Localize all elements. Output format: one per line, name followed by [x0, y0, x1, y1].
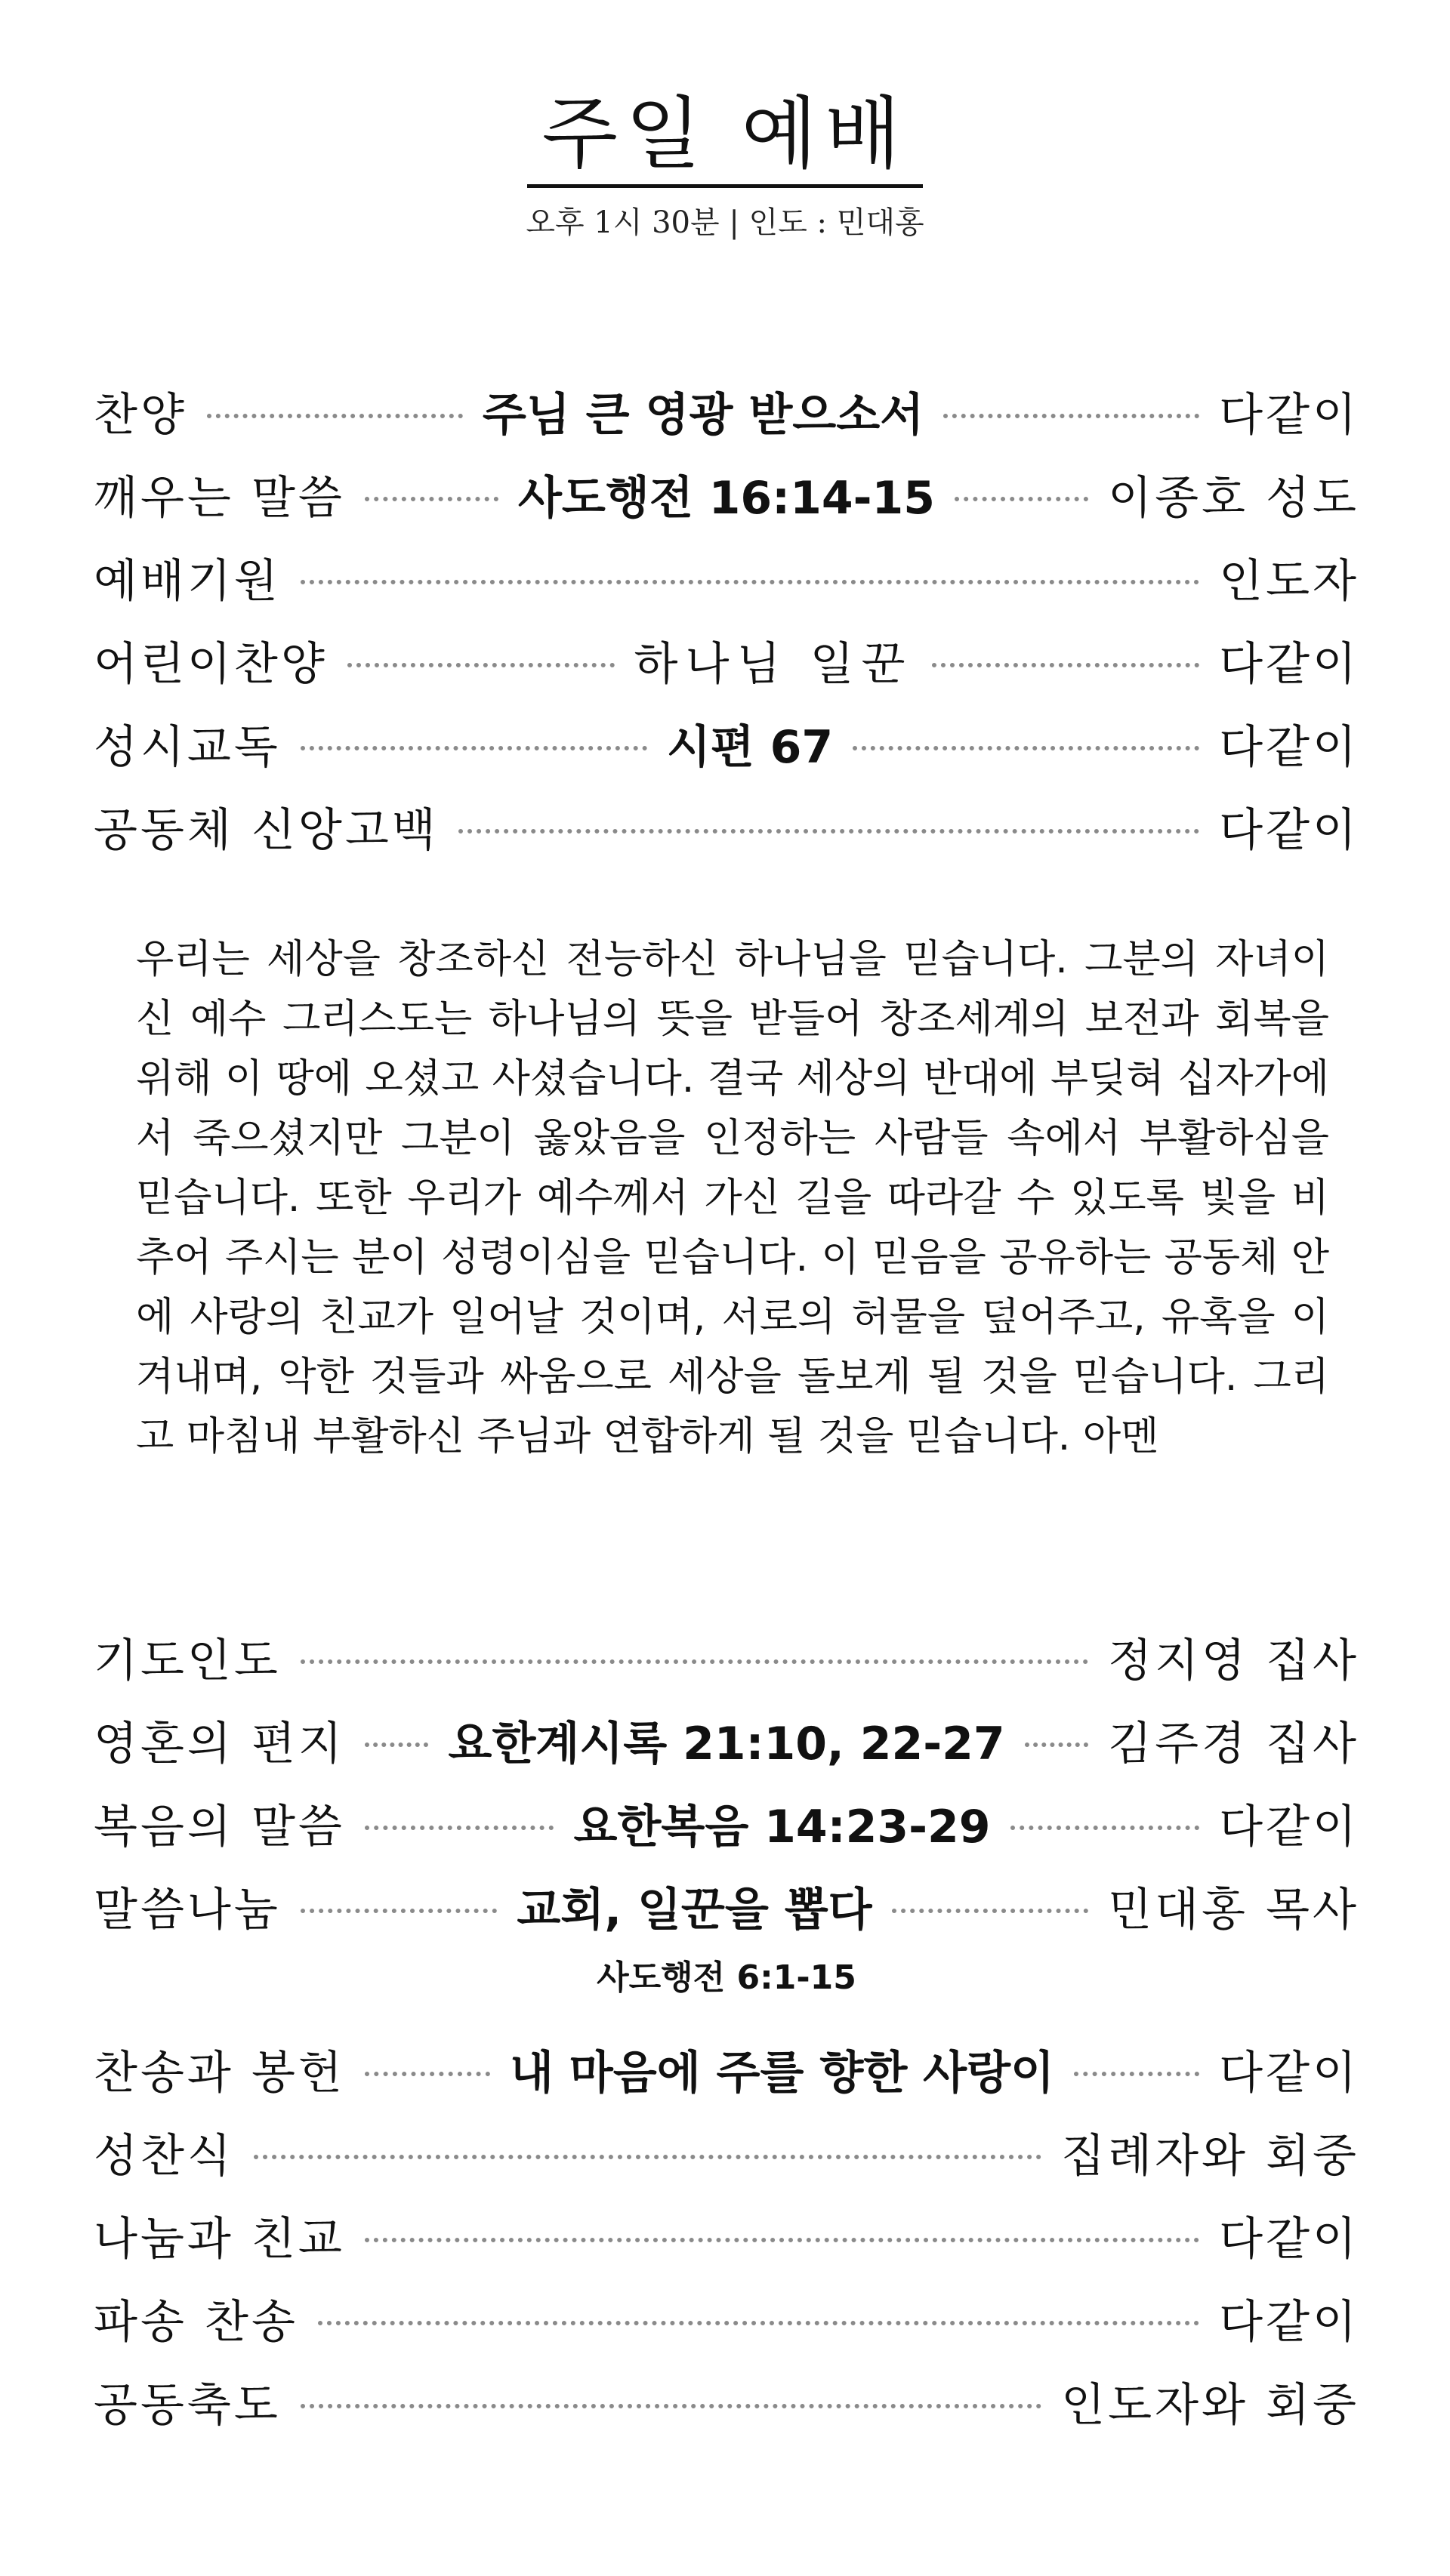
order-item	[94, 785, 1359, 868]
order-item-label: 복음의 말씀	[94, 1801, 345, 1853]
dot-leader	[318, 2321, 1199, 2325]
order-item-detail: 주님 큰 영광 받으소서	[482, 389, 924, 442]
dot-leader	[853, 746, 1199, 750]
order-item	[94, 370, 1359, 453]
dot-leader	[347, 663, 615, 667]
dot-leader	[365, 2072, 490, 2076]
order-item-label: 성시교독	[94, 721, 281, 774]
order-of-worship-top	[94, 370, 1359, 868]
order-item-detail: 내 마음에 주를 향한 사랑이	[509, 2047, 1055, 2100]
order-of-worship-bottom	[94, 2028, 1359, 2443]
order-item-leader: 다같이	[1219, 1801, 1360, 1853]
order-item	[94, 2277, 1359, 2360]
order-item-leader: 다같이	[1219, 2213, 1359, 2266]
order-item	[94, 453, 1359, 536]
order-item-label: 나눔과 친교	[94, 2213, 345, 2266]
dot-leader	[365, 2238, 1199, 2242]
order-item-label: 공동체 신앙고백	[94, 804, 439, 857]
order-item-leader: 다같이	[1219, 2047, 1360, 2100]
order-item-label: 말씀나눔	[94, 1884, 281, 1937]
dot-leader	[301, 1659, 1088, 1664]
order-item-leader: 김주경 집사	[1108, 1718, 1360, 1770]
dot-leader	[254, 2155, 1041, 2159]
dot-leader	[932, 663, 1199, 667]
dot-leader	[301, 746, 647, 750]
creed-text: 우리는 세상을 창조하신 전능하신 하나님을 믿습니다. 그분의 자녀이신 예수 그리스도는 하나님의 뜻을 받들어 창조세계의 보전과 회복을 위해 이 땅에 오셨고 사셨습니다. 결국 세상의 반대에 부딪혀 십자가에서 죽으셨지만 그분이 옳았음을 인정하는 사람들 속에서 부활하심을 믿습니다. 또한 우리가 예수께서 가신 길을 따라갈 수 있도록 빛을 비추어 주시는 분이 성령이심을 믿습니다. 이 믿음을 공유하는 공동체 안에 사랑의 친교가 일어날 것이며, 서로의 허물을 덮어주고, 유혹을 이겨내며, 악한 것들과 싸움으로 세상을 돌보게 될 것을 믿습니다. 그리고 마침내 부활하신 주님과 연합하게 될 것을 믿습니다. 아멘	[136, 937, 1329, 1459]
order-item	[94, 1782, 1359, 1865]
order-item-detail: 요한복음 14:23-29	[573, 1801, 991, 1853]
header	[0, 88, 1450, 242]
order-item-leader: 이종호 성도	[1108, 472, 1359, 525]
order-item-label: 성찬식	[94, 2130, 234, 2183]
order-item-label: 영혼의 편지	[94, 1718, 345, 1770]
order-item	[94, 1865, 1359, 1948]
order-item-detail: 사도행전 16:14-15	[517, 472, 936, 525]
dot-leader	[943, 414, 1199, 418]
dot-leader	[301, 2404, 1041, 2408]
order-item-label: 찬송과 봉헌	[94, 2047, 345, 2100]
dot-leader	[892, 1909, 1089, 1913]
order-item-detail: 요한계시록 21:10, 22-27	[448, 1718, 1005, 1770]
order-item	[94, 2111, 1359, 2194]
order-item-leader: 인도자와 회중	[1061, 2379, 1359, 2432]
order-item-leader: 다같이	[1219, 389, 1359, 442]
order-item-leader: 다같이	[1219, 638, 1360, 691]
dot-leader	[365, 1826, 554, 1830]
order-item	[94, 1699, 1359, 1782]
order-item-leader: 다같이	[1219, 2296, 1359, 2349]
order-item-label: 예배기원	[94, 555, 281, 608]
order-of-worship-middle	[94, 1616, 1359, 1948]
order-item-detail: 시편 67	[666, 721, 834, 774]
dot-leader	[458, 829, 1199, 834]
dot-leader	[365, 1742, 429, 1747]
order-item	[94, 536, 1359, 619]
order-item-label: 찬양	[94, 389, 187, 442]
order-item-leader: 정지영 집사	[1108, 1635, 1359, 1687]
order-item-leader: 인도자	[1219, 555, 1359, 608]
order-item-detail: 교회, 일꾼을 뽑다	[517, 1884, 872, 1937]
dot-leader	[1025, 1742, 1089, 1747]
dot-leader	[1010, 1826, 1200, 1830]
order-item	[94, 2028, 1359, 2111]
sermon-scripture-ref: 사도행전 6:1-15	[597, 1958, 856, 1997]
order-item	[94, 2360, 1359, 2443]
dot-leader	[955, 497, 1088, 501]
order-item-label: 파송 찬송	[94, 2296, 298, 2349]
dot-leader	[207, 414, 463, 418]
order-item-label: 기도인도	[94, 1635, 281, 1687]
dot-leader	[1074, 2072, 1199, 2076]
order-item	[94, 2194, 1359, 2277]
service-info: 오후 1시 30분 | 인도 : 민대홍	[526, 205, 924, 241]
order-item-leader: 다같이	[1219, 804, 1359, 857]
order-item-leader: 집례자와 회중	[1061, 2130, 1359, 2183]
dot-leader	[301, 1909, 498, 1913]
page-title: 주일 예배	[527, 91, 924, 188]
order-item-detail: 하나님 일꾼	[634, 638, 913, 691]
sermon-reference-block	[94, 1948, 1359, 2008]
dot-leader	[365, 497, 498, 501]
order-item-label: 공동축도	[94, 2379, 281, 2432]
order-item-leader: 다같이	[1219, 721, 1360, 774]
order-item	[94, 1616, 1359, 1699]
order-item	[94, 702, 1359, 785]
order-item	[94, 619, 1359, 702]
order-item-leader: 민대홍 목사	[1108, 1884, 1360, 1937]
dot-leader	[301, 580, 1199, 584]
order-item-label: 어린이찬양	[94, 638, 328, 691]
order-item-label: 깨우는 말씀	[94, 472, 345, 525]
